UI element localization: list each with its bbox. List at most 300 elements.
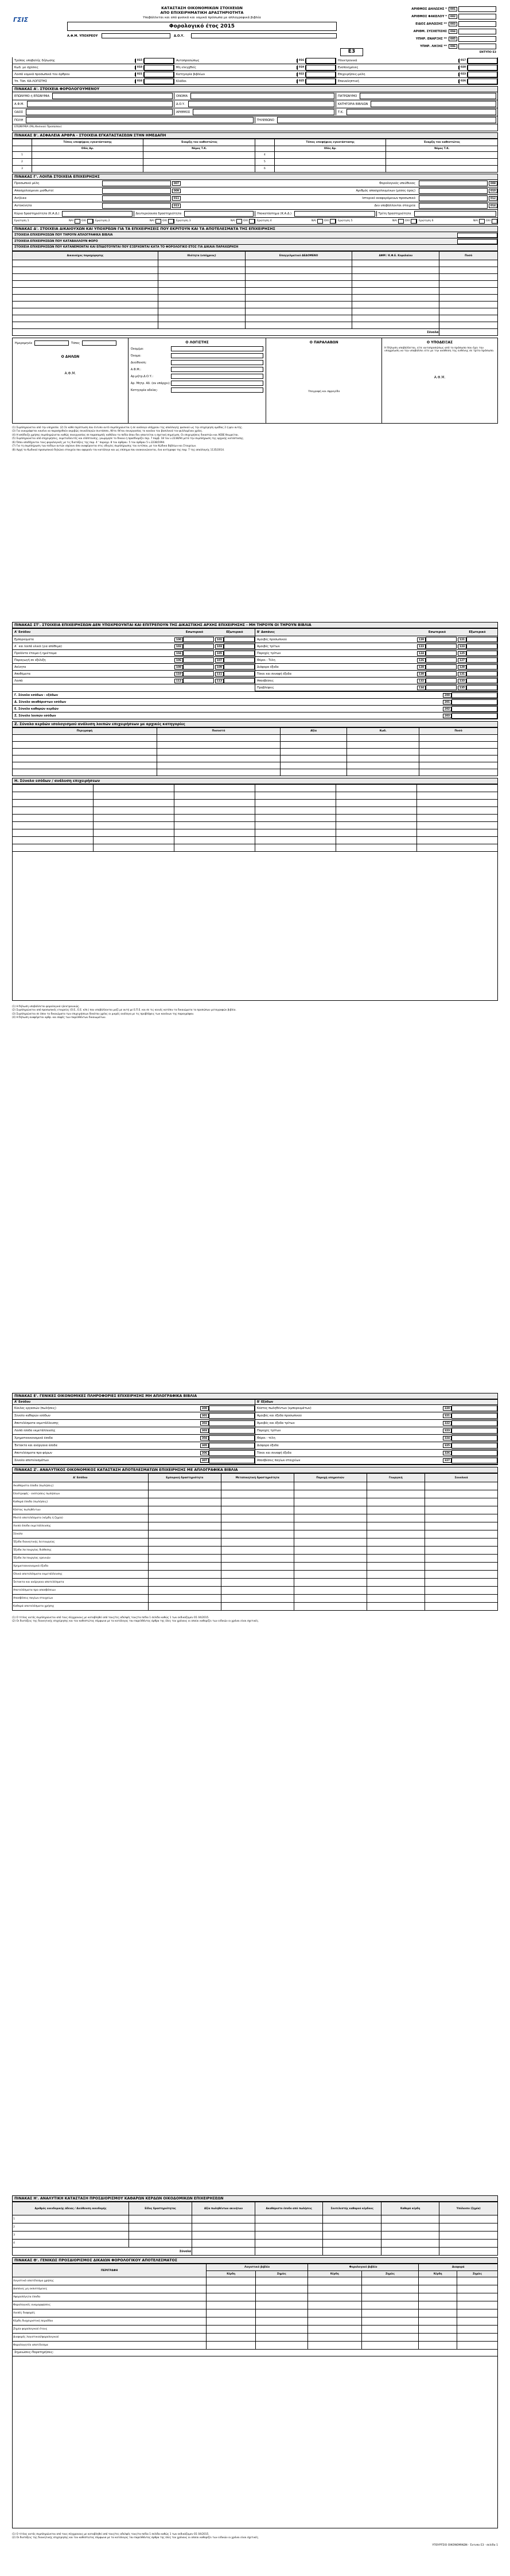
- code-strip-input[interactable]: [468, 65, 497, 71]
- section-d-cell[interactable]: [13, 302, 158, 308]
- header-field-input[interactable]: [458, 14, 496, 19]
- section-th-cell[interactable]: [307, 2317, 361, 2326]
- section-th-cell[interactable]: [307, 2277, 361, 2285]
- section-st-table3-cell[interactable]: [174, 800, 255, 807]
- section-th-cell[interactable]: [457, 2334, 498, 2342]
- section-c-activity-input[interactable]: [414, 211, 496, 217]
- section-th-cell[interactable]: [307, 2309, 361, 2317]
- code-strip-input[interactable]: [306, 65, 336, 71]
- section-d-cell[interactable]: [352, 281, 439, 288]
- checkbox-yes[interactable]: [398, 219, 404, 224]
- section-z-cell[interactable]: [367, 1547, 425, 1555]
- section-z-cell[interactable]: [294, 1587, 367, 1595]
- section-h-cell[interactable]: [381, 2240, 439, 2248]
- section-d-amount-cell[interactable]: [439, 322, 498, 329]
- section-st-table3-cell[interactable]: [336, 807, 417, 815]
- section-z-cell[interactable]: [148, 1555, 221, 1563]
- section-c-input[interactable]: [102, 188, 171, 194]
- section-h-cell[interactable]: [381, 2223, 439, 2232]
- section-z-cell[interactable]: [425, 1482, 498, 1490]
- section-st-table3-cell[interactable]: [417, 815, 498, 822]
- section-st-total-input[interactable]: [451, 713, 497, 719]
- date-input[interactable]: [34, 340, 69, 346]
- section-h-cell[interactable]: [129, 2215, 192, 2223]
- section-d-cell[interactable]: [246, 322, 352, 329]
- section-d-amount-cell[interactable]: [439, 315, 498, 322]
- section-d-cell[interactable]: [352, 260, 439, 267]
- section-th-cell[interactable]: [361, 2301, 419, 2309]
- signature-field-input[interactable]: [171, 381, 263, 386]
- section-st-input-2[interactable]: [224, 657, 255, 663]
- section-d-cell[interactable]: [246, 302, 352, 308]
- section-st-table3-cell[interactable]: [94, 815, 174, 822]
- section-d-cell[interactable]: [158, 288, 245, 295]
- section-z-cell[interactable]: [294, 1547, 367, 1555]
- section-st-table2-cell[interactable]: [419, 762, 498, 769]
- code-strip-input[interactable]: [468, 72, 497, 77]
- section-th-cell[interactable]: [255, 2342, 307, 2350]
- section-d-cell[interactable]: [246, 281, 352, 288]
- section-st-table3-cell[interactable]: [13, 807, 94, 815]
- section-st-table3-cell[interactable]: [336, 829, 417, 837]
- section-z-cell[interactable]: [148, 1514, 221, 1522]
- section-st-table3-cell[interactable]: [336, 815, 417, 822]
- doy-input[interactable]: [191, 33, 337, 38]
- section-b-cell[interactable]: [32, 152, 143, 159]
- section-z-cell[interactable]: [294, 1506, 367, 1514]
- section-th-cell[interactable]: [457, 2293, 498, 2301]
- section-e-input[interactable]: [209, 1420, 255, 1426]
- section-st-input-1[interactable]: [426, 685, 457, 690]
- section-st-table2-cell[interactable]: [281, 755, 347, 762]
- section-c-activity-input[interactable]: [294, 211, 375, 217]
- signature-field-input[interactable]: [171, 387, 263, 393]
- section-z-cell[interactable]: [367, 1530, 425, 1538]
- section-c-input[interactable]: [102, 181, 171, 186]
- section-st-table3-cell[interactable]: [255, 785, 336, 792]
- section-b-cell[interactable]: [274, 166, 386, 173]
- section-d-total-value[interactable]: [439, 329, 498, 336]
- header-field-input[interactable]: [458, 36, 496, 42]
- section-e-input[interactable]: [451, 1443, 497, 1448]
- section-st-table3-cell[interactable]: [94, 785, 174, 792]
- section-st-table3-cell[interactable]: [417, 792, 498, 800]
- section-st-table2-cell[interactable]: [13, 749, 157, 755]
- section-st-table2-cell[interactable]: [157, 762, 280, 769]
- section-c-input-2[interactable]: [419, 188, 488, 194]
- section-st-table3-cell[interactable]: [417, 829, 498, 837]
- code-strip-input[interactable]: [144, 65, 174, 71]
- checkbox-yes[interactable]: [236, 219, 242, 224]
- section-st-table2-cell[interactable]: [281, 769, 347, 776]
- section-a-field-input[interactable]: [188, 101, 334, 107]
- section-th-cell[interactable]: [457, 2309, 498, 2317]
- section-e-input[interactable]: [209, 1435, 255, 1441]
- section-z-cell[interactable]: [367, 1563, 425, 1571]
- section-z-cell[interactable]: [294, 1482, 367, 1490]
- section-st-table3-cell[interactable]: [255, 844, 336, 852]
- section-h-cell[interactable]: [381, 2232, 439, 2240]
- section-st-table3-cell[interactable]: [255, 837, 336, 844]
- section-z-cell[interactable]: [221, 1595, 294, 1603]
- section-z-cell[interactable]: [425, 1538, 498, 1547]
- section-z-cell[interactable]: [294, 1595, 367, 1603]
- section-d-cell[interactable]: [13, 288, 158, 295]
- section-z-cell[interactable]: [425, 1498, 498, 1506]
- section-d-cell[interactable]: [246, 288, 352, 295]
- section-d-cell[interactable]: [246, 267, 352, 274]
- section-b-cell[interactable]: [143, 166, 255, 173]
- section-st-table3-cell[interactable]: [94, 829, 174, 837]
- section-st-table3-cell[interactable]: [336, 822, 417, 829]
- checkbox-no[interactable]: [411, 219, 416, 224]
- section-th-cell[interactable]: [255, 2326, 307, 2334]
- section-z-cell[interactable]: [148, 1490, 221, 1498]
- section-st-table3-cell[interactable]: [417, 785, 498, 792]
- section-z-cell[interactable]: [367, 1506, 425, 1514]
- section-e-input[interactable]: [209, 1413, 255, 1419]
- section-st-table2-cell[interactable]: [13, 762, 157, 769]
- section-h-cell[interactable]: [192, 2215, 255, 2223]
- section-st-input-2[interactable]: [466, 637, 497, 642]
- section-st-table3-cell[interactable]: [255, 829, 336, 837]
- section-z-cell[interactable]: [367, 1482, 425, 1490]
- section-z-cell[interactable]: [221, 1490, 294, 1498]
- section-st-table2-cell[interactable]: [157, 769, 280, 776]
- section-st-table3-cell[interactable]: [13, 829, 94, 837]
- code-strip-input[interactable]: [468, 58, 497, 64]
- section-st-table2-cell[interactable]: [157, 735, 280, 742]
- section-d-cell[interactable]: [158, 308, 245, 315]
- section-d-cell[interactable]: [13, 295, 158, 302]
- section-st-table2-cell[interactable]: [419, 735, 498, 742]
- section-st-table3-cell[interactable]: [336, 844, 417, 852]
- section-z-cell[interactable]: [221, 1498, 294, 1506]
- signature-field-input[interactable]: [171, 367, 263, 372]
- section-st-input-2[interactable]: [224, 644, 255, 649]
- section-st-table3-cell[interactable]: [94, 807, 174, 815]
- section-h-total-cell[interactable]: [192, 2248, 255, 2256]
- section-st-table2-cell[interactable]: [419, 769, 498, 776]
- section-h-cell[interactable]: [192, 2232, 255, 2240]
- section-th-cell[interactable]: [207, 2342, 255, 2350]
- section-z-cell[interactable]: [425, 1587, 498, 1595]
- section-e-input[interactable]: [209, 1406, 255, 1411]
- section-c-input[interactable]: [102, 203, 171, 209]
- code-strip-input[interactable]: [144, 58, 174, 64]
- section-a-field-input[interactable]: [190, 93, 334, 99]
- section-th-cell[interactable]: [457, 2317, 498, 2326]
- section-st-input-1[interactable]: [183, 657, 214, 663]
- section-z-cell[interactable]: [148, 1522, 221, 1530]
- section-e-input[interactable]: [451, 1450, 497, 1456]
- section-z-cell[interactable]: [294, 1579, 367, 1587]
- section-th-cell[interactable]: [361, 2342, 419, 2350]
- section-st-input-2[interactable]: [466, 651, 497, 656]
- checkbox-yes[interactable]: [479, 219, 485, 224]
- section-z-cell[interactable]: [425, 1547, 498, 1555]
- section-th-cell[interactable]: [255, 2334, 307, 2342]
- checkbox-no[interactable]: [168, 219, 174, 224]
- section-z-cell[interactable]: [221, 1506, 294, 1514]
- section-th-cell[interactable]: [361, 2334, 419, 2342]
- section-z-cell[interactable]: [425, 1603, 498, 1611]
- section-st-input-1[interactable]: [426, 678, 457, 683]
- section-th-cell[interactable]: [307, 2342, 361, 2350]
- section-z-cell[interactable]: [294, 1514, 367, 1522]
- section-st-table3-cell[interactable]: [13, 815, 94, 822]
- section-h-cell[interactable]: [323, 2223, 381, 2232]
- section-z-cell[interactable]: [425, 1514, 498, 1522]
- section-d-amount-cell[interactable]: [439, 274, 498, 281]
- section-d-subtitle-input[interactable]: [457, 233, 497, 238]
- section-z-cell[interactable]: [221, 1530, 294, 1538]
- section-st-total-input[interactable]: [451, 692, 497, 698]
- section-z-cell[interactable]: [367, 1514, 425, 1522]
- section-th-cell[interactable]: [419, 2334, 457, 2342]
- section-e-input[interactable]: [451, 1420, 497, 1426]
- section-st-table3-cell[interactable]: [255, 815, 336, 822]
- section-d-amount-cell[interactable]: [439, 281, 498, 288]
- section-st-table3-cell[interactable]: [94, 800, 174, 807]
- code-strip-input[interactable]: [144, 72, 174, 77]
- section-th-cell[interactable]: [307, 2326, 361, 2334]
- section-d-amount-cell[interactable]: [439, 295, 498, 302]
- section-th-cell[interactable]: [207, 2293, 255, 2301]
- section-h-cell[interactable]: [439, 2232, 498, 2240]
- section-d-cell[interactable]: [13, 260, 158, 267]
- section-z-cell[interactable]: [367, 1498, 425, 1506]
- section-z-cell[interactable]: [148, 1563, 221, 1571]
- section-st-input-1[interactable]: [183, 644, 214, 649]
- section-z-cell[interactable]: [221, 1587, 294, 1595]
- section-z-cell[interactable]: [294, 1563, 367, 1571]
- header-field-input[interactable]: [458, 44, 496, 49]
- section-st-input-2[interactable]: [466, 685, 497, 690]
- section-st-input-2[interactable]: [466, 678, 497, 683]
- section-z-cell[interactable]: [221, 1563, 294, 1571]
- section-a-field-input[interactable]: [347, 109, 496, 115]
- header-field-input[interactable]: [458, 29, 496, 34]
- section-z-cell[interactable]: [425, 1595, 498, 1603]
- section-h-total-cell[interactable]: [255, 2248, 322, 2256]
- signature-field-input[interactable]: [171, 353, 263, 358]
- section-st-table3-cell[interactable]: [13, 844, 94, 852]
- section-d-amount-cell[interactable]: [439, 308, 498, 315]
- section-d-subtitle-input[interactable]: [457, 239, 497, 244]
- section-e-input[interactable]: [451, 1406, 497, 1411]
- section-st-total-input[interactable]: [451, 706, 497, 712]
- section-a-field-input[interactable]: [52, 93, 173, 99]
- section-z-cell[interactable]: [221, 1538, 294, 1547]
- section-th-cell[interactable]: [457, 2326, 498, 2334]
- section-st-table3-cell[interactable]: [94, 822, 174, 829]
- section-d-amount-cell[interactable]: [439, 267, 498, 274]
- section-z-cell[interactable]: [294, 1538, 367, 1547]
- checkbox-yes[interactable]: [75, 219, 80, 224]
- section-th-cell[interactable]: [419, 2277, 457, 2285]
- section-z-cell[interactable]: [367, 1522, 425, 1530]
- section-st-table3-cell[interactable]: [417, 822, 498, 829]
- section-e-input[interactable]: [209, 1450, 255, 1456]
- section-z-cell[interactable]: [221, 1522, 294, 1530]
- section-e-input[interactable]: [451, 1413, 497, 1419]
- section-th-cell[interactable]: [361, 2277, 419, 2285]
- section-st-table2-cell[interactable]: [347, 749, 419, 755]
- section-z-cell[interactable]: [425, 1563, 498, 1571]
- section-d-cell[interactable]: [246, 260, 352, 267]
- section-e-input[interactable]: [209, 1428, 255, 1434]
- checkbox-yes[interactable]: [317, 219, 323, 224]
- section-z-cell[interactable]: [425, 1579, 498, 1587]
- section-st-table3-cell[interactable]: [94, 837, 174, 844]
- section-d-cell[interactable]: [246, 295, 352, 302]
- section-d-cell[interactable]: [352, 315, 439, 322]
- section-th-cell[interactable]: [307, 2285, 361, 2293]
- section-z-cell[interactable]: [148, 1530, 221, 1538]
- section-st-table2-cell[interactable]: [347, 755, 419, 762]
- section-d-cell[interactable]: [352, 308, 439, 315]
- section-st-table2-cell[interactable]: [13, 742, 157, 749]
- section-st-input-2[interactable]: [224, 671, 255, 676]
- section-z-cell[interactable]: [367, 1579, 425, 1587]
- section-z-cell[interactable]: [148, 1579, 221, 1587]
- section-st-input-1[interactable]: [426, 657, 457, 663]
- section-st-table3-cell[interactable]: [174, 829, 255, 837]
- section-d-cell[interactable]: [158, 281, 245, 288]
- section-st-input-1[interactable]: [183, 637, 214, 642]
- section-th-cell[interactable]: [307, 2301, 361, 2309]
- section-a-field-input[interactable]: [371, 101, 496, 107]
- section-th-cell[interactable]: [307, 2334, 361, 2342]
- checkbox-yes[interactable]: [155, 219, 161, 224]
- section-st-input-2[interactable]: [466, 664, 497, 670]
- checkbox-no[interactable]: [249, 219, 255, 224]
- section-th-cell[interactable]: [255, 2309, 307, 2317]
- section-th-cell[interactable]: [255, 2277, 307, 2285]
- section-st-input-1[interactable]: [183, 671, 214, 676]
- section-th-cell[interactable]: [207, 2317, 255, 2326]
- section-th-cell[interactable]: [361, 2285, 419, 2293]
- section-h-total-cell[interactable]: [323, 2248, 381, 2256]
- section-h-cell[interactable]: [129, 2240, 192, 2248]
- signature-field-input[interactable]: [171, 360, 263, 365]
- section-h-cell[interactable]: [381, 2215, 439, 2223]
- section-z-cell[interactable]: [221, 1603, 294, 1611]
- section-z-cell[interactable]: [367, 1587, 425, 1595]
- section-st-table2-cell[interactable]: [347, 762, 419, 769]
- section-z-cell[interactable]: [425, 1506, 498, 1514]
- section-z-cell[interactable]: [148, 1571, 221, 1579]
- section-e-input[interactable]: [451, 1458, 497, 1463]
- section-a-field-input[interactable]: [193, 109, 334, 115]
- section-st-table2-cell[interactable]: [347, 769, 419, 776]
- section-b-cell[interactable]: [143, 159, 255, 166]
- section-st-table3-cell[interactable]: [255, 792, 336, 800]
- section-st-input-1[interactable]: [426, 671, 457, 676]
- section-d-cell[interactable]: [13, 274, 158, 281]
- section-th-cell[interactable]: [207, 2285, 255, 2293]
- section-b-cell[interactable]: [386, 152, 498, 159]
- section-th-cell[interactable]: [307, 2293, 361, 2301]
- section-z-cell[interactable]: [367, 1538, 425, 1547]
- section-d-cell[interactable]: [13, 315, 158, 322]
- section-th-cell[interactable]: [457, 2301, 498, 2309]
- section-h-cell[interactable]: [255, 2223, 322, 2232]
- section-h-cell[interactable]: [129, 2223, 192, 2232]
- section-d-cell[interactable]: [158, 274, 245, 281]
- afm-input[interactable]: [102, 33, 170, 38]
- code-strip-input[interactable]: [468, 79, 497, 84]
- section-e-input[interactable]: [209, 1458, 255, 1463]
- section-d-amount-cell[interactable]: [439, 288, 498, 295]
- section-th-cell[interactable]: [457, 2342, 498, 2350]
- section-z-cell[interactable]: [367, 1490, 425, 1498]
- signature-field-input[interactable]: [171, 374, 263, 379]
- section-st-table3-cell[interactable]: [13, 785, 94, 792]
- section-st-table3-cell[interactable]: [13, 822, 94, 829]
- section-z-cell[interactable]: [221, 1547, 294, 1555]
- section-st-input-1[interactable]: [183, 678, 214, 683]
- section-h-cell[interactable]: [439, 2215, 498, 2223]
- section-h-total-cell[interactable]: [381, 2248, 439, 2256]
- section-st-input-2[interactable]: [224, 651, 255, 656]
- section-z-cell[interactable]: [294, 1530, 367, 1538]
- section-d-cell[interactable]: [352, 302, 439, 308]
- section-st-table3-cell[interactable]: [417, 800, 498, 807]
- section-st-table2-cell[interactable]: [13, 735, 157, 742]
- section-c-input-2[interactable]: [419, 195, 488, 201]
- section-z-cell[interactable]: [148, 1547, 221, 1555]
- place-input[interactable]: [82, 340, 116, 346]
- section-th-cell[interactable]: [207, 2326, 255, 2334]
- section-th-cell[interactable]: [419, 2301, 457, 2309]
- section-st-table2-cell[interactable]: [281, 742, 347, 749]
- section-b-cell[interactable]: [32, 166, 143, 173]
- section-st-input-1[interactable]: [426, 664, 457, 670]
- section-th-cell[interactable]: [419, 2285, 457, 2293]
- section-d-cell[interactable]: [352, 288, 439, 295]
- section-st-table3-cell[interactable]: [174, 785, 255, 792]
- section-st-table2-cell[interactable]: [13, 755, 157, 762]
- code-strip-input[interactable]: [306, 58, 336, 64]
- section-st-table2-cell[interactable]: [13, 769, 157, 776]
- section-st-input-1[interactable]: [426, 651, 457, 656]
- section-d-cell[interactable]: [158, 322, 245, 329]
- section-st-table3-cell[interactable]: [174, 807, 255, 815]
- section-st-table2-cell[interactable]: [347, 735, 419, 742]
- section-th-cell[interactable]: [255, 2317, 307, 2326]
- section-d-cell[interactable]: [246, 315, 352, 322]
- section-d-cell[interactable]: [158, 267, 245, 274]
- section-z-cell[interactable]: [221, 1482, 294, 1490]
- section-h-cell[interactable]: [255, 2240, 322, 2248]
- code-strip-input[interactable]: [144, 79, 174, 84]
- section-z-cell[interactable]: [148, 1538, 221, 1547]
- section-z-cell[interactable]: [294, 1522, 367, 1530]
- section-st-table3-cell[interactable]: [174, 822, 255, 829]
- section-th-cell[interactable]: [207, 2277, 255, 2285]
- section-z-cell[interactable]: [148, 1498, 221, 1506]
- section-h-total-cell[interactable]: [439, 2248, 498, 2256]
- section-st-table3-cell[interactable]: [336, 792, 417, 800]
- section-h-cell[interactable]: [255, 2232, 322, 2240]
- section-st-table2-cell[interactable]: [157, 742, 280, 749]
- section-st-table3-cell[interactable]: [336, 785, 417, 792]
- section-st-table3-cell[interactable]: [174, 815, 255, 822]
- section-st-input-1[interactable]: [426, 644, 457, 649]
- section-th-cell[interactable]: [457, 2285, 498, 2293]
